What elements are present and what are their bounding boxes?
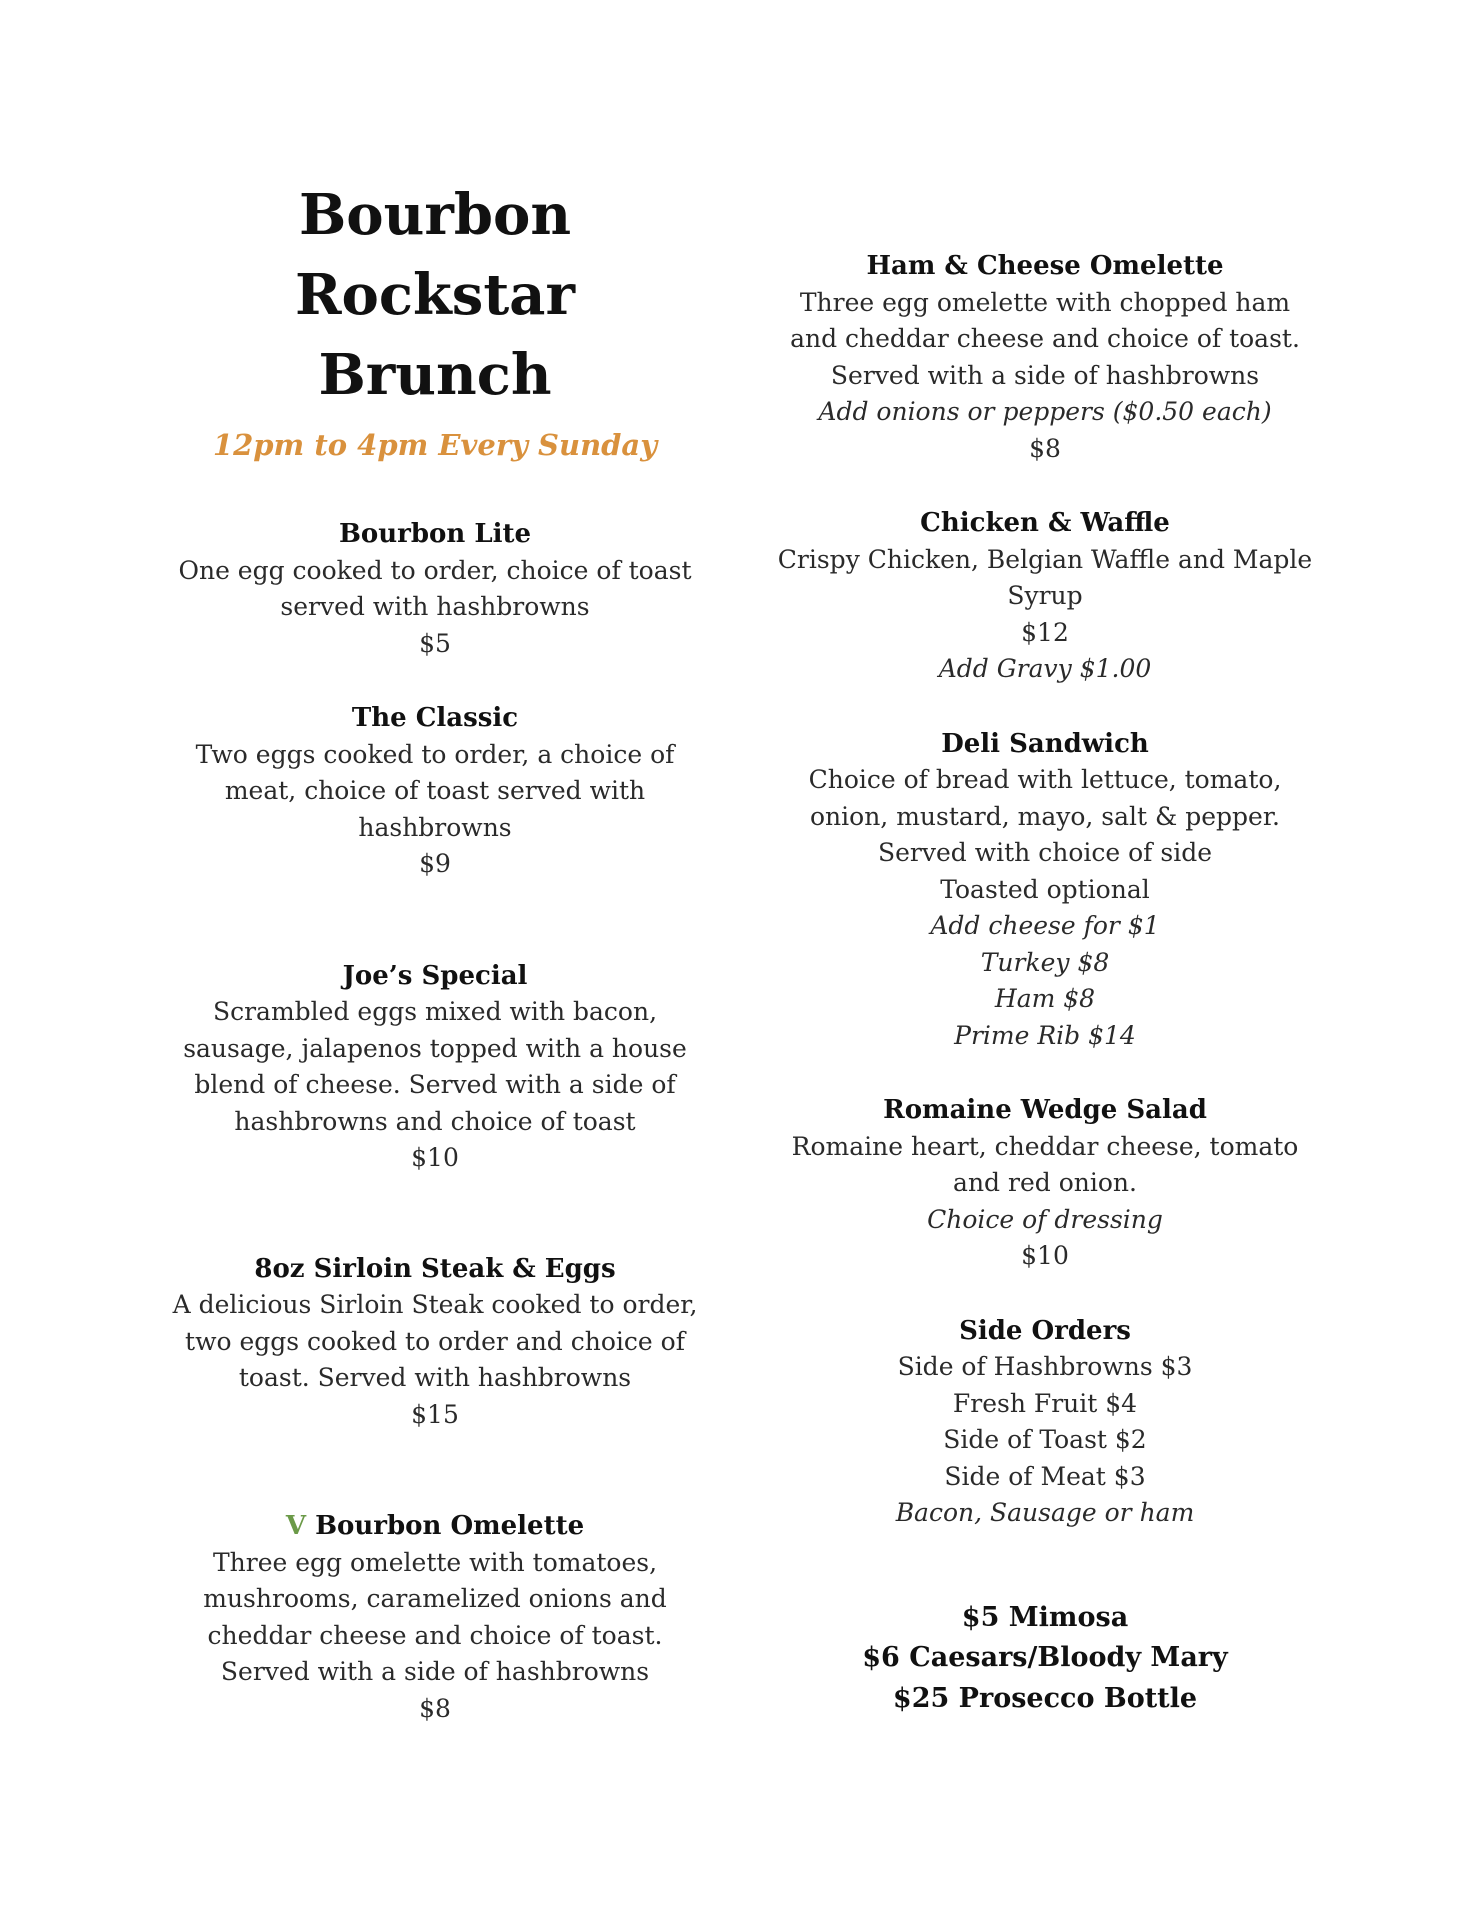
item-note: Bacon, Sausage or ham — [895, 1498, 1195, 1527]
item-note: Choice of dressing — [927, 1204, 1163, 1234]
item-name-row — [165, 1508, 705, 1545]
menu-item-ham-cheese-omelette — [775, 248, 1315, 467]
item-desc-line: onion, mustard, mayo, salt & pepper. — [810, 801, 1280, 831]
item-desc-line: Side of Hashbrowns $3 — [897, 1352, 1193, 1381]
menu-item-joes-special — [165, 958, 705, 1177]
item-desc-line: Fresh Fruit $4 — [952, 1388, 1138, 1418]
item-name: Side Orders — [959, 1315, 1131, 1346]
item-price: $8 — [1029, 433, 1061, 463]
item-desc-line: One egg cooked to order, choice of toast — [178, 555, 692, 585]
item-name: Joe’s Special — [342, 960, 528, 991]
item-desc-line: cheddar cheese and choice of toast. — [207, 1620, 663, 1650]
item-desc-line: A delicious Sirloin Steak cooked to order, — [172, 1290, 698, 1319]
item-desc-line: two eggs cooked to order and choice of — [185, 1326, 685, 1356]
item-desc-line: toast. Served with hashbrowns — [238, 1363, 632, 1392]
item-name: Bourbon Omelette — [315, 1511, 585, 1541]
menu-item-romaine-wedge-salad — [775, 1092, 1315, 1275]
item-name: Bourbon Lite — [338, 519, 532, 549]
item-note: Add Gravy $1.00 — [938, 654, 1152, 683]
item-note: Add onions or peppers ($0.50 each) — [818, 397, 1272, 426]
menu-title — [165, 175, 705, 415]
item-desc-line: and red onion. — [953, 1168, 1137, 1197]
item-desc-line: Two eggs cooked to order, a choice of — [195, 739, 675, 769]
item-name: 8oz Sirloin Steak & Eggs — [254, 1253, 616, 1284]
item-desc-line: Romaine heart, cheddar cheese, tomato — [791, 1131, 1299, 1161]
item-desc-line: Side of Toast $2 — [943, 1425, 1147, 1454]
menu-item-sirloin-steak-eggs — [165, 1251, 705, 1434]
item-name: Deli Sandwich — [941, 728, 1149, 759]
item-desc-line: Choice of bread with lettuce, tomato, — [808, 765, 1282, 794]
item-desc-line: sausage, jalapenos topped with a house — [183, 1033, 687, 1063]
item-price: $8 — [419, 1693, 451, 1723]
menu-item-the-classic — [165, 700, 705, 883]
drink-special: $6 Caesars/Bloody Mary — [862, 1642, 1228, 1673]
menu-item-bourbon-omelette — [165, 1508, 705, 1727]
menu-title-line-1: Bourbon Rockstar — [295, 182, 575, 328]
item-desc-line: blend of cheese. Served with a side of — [194, 1070, 676, 1099]
menu-item-chicken-waffle — [775, 505, 1315, 688]
item-desc-line: Syrup — [1007, 581, 1083, 610]
item-desc-line: hashbrowns — [358, 812, 512, 842]
menu-title-line-2: Brunch — [318, 342, 552, 408]
item-desc-line: Toasted optional — [940, 874, 1150, 904]
item-name: The Classic — [351, 703, 519, 733]
item-option: Add cheese for $1 — [930, 911, 1160, 940]
drink-special: $5 Mimosa — [961, 1601, 1129, 1633]
item-desc-line: mushrooms, caramelized onions and — [203, 1584, 667, 1613]
item-price: $5 — [419, 628, 451, 658]
drink-special: $25 Prosecco Bottle — [892, 1682, 1198, 1714]
left-column — [165, 175, 705, 1727]
item-desc-line: Three egg omelette with tomatoes, — [212, 1547, 658, 1577]
item-desc-line: Served with choice of side — [878, 838, 1212, 867]
item-desc-line: Scrambled eggs mixed with bacon, — [212, 997, 658, 1026]
item-desc-line: Served with a side of hashbrowns — [220, 1657, 650, 1686]
item-desc-line: hashbrowns and choice of toast — [234, 1106, 636, 1136]
item-desc-line: Served with a side of hashbrowns — [830, 360, 1260, 390]
drink-specials — [775, 1598, 1315, 1720]
right-column — [775, 248, 1315, 1719]
item-price: $10 — [411, 1143, 459, 1172]
menu-item-deli-sandwich — [775, 726, 1315, 1055]
item-desc-line: Crispy Chicken, Belgian Waffle and Maple — [777, 544, 1313, 574]
item-price: $10 — [1021, 1241, 1069, 1270]
item-name: Ham & Cheese Omelette — [866, 251, 1224, 281]
menu-item-side-orders — [775, 1313, 1315, 1532]
item-desc-line: Three egg omelette with chopped ham — [799, 287, 1291, 317]
item-option: Ham $8 — [994, 984, 1096, 1013]
item-option: Prime Rib $14 — [954, 1020, 1136, 1050]
item-option: Turkey $8 — [980, 947, 1110, 977]
item-price: $9 — [419, 849, 451, 878]
item-desc-line: Side of Meat $3 — [944, 1461, 1146, 1491]
item-name: Romaine Wedge Salad — [883, 1095, 1207, 1125]
item-price: $12 — [1021, 617, 1069, 647]
item-desc-line: served with hashbrowns — [280, 592, 590, 621]
menu-hours: 12pm to 4pm Every Sunday — [212, 428, 658, 462]
vegetarian-badge: V — [285, 1511, 307, 1541]
menu-item-bourbon-lite — [165, 516, 705, 662]
item-name: Chicken & Waffle — [920, 508, 1170, 538]
item-desc-line: meat, choice of toast served with — [224, 776, 646, 805]
item-price: $15 — [411, 1399, 459, 1429]
item-desc-line: and cheddar cheese and choice of toast. — [790, 324, 1300, 353]
